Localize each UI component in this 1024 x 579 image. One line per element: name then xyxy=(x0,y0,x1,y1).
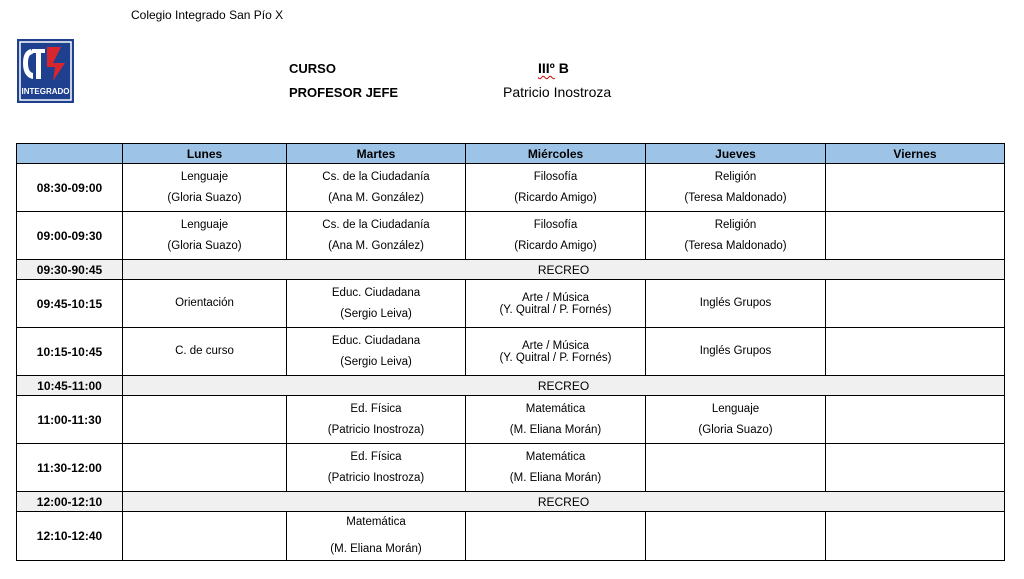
subject-name: Educ. Ciudadana xyxy=(331,334,421,347)
class-cell xyxy=(287,328,466,376)
time-slot: 10:15-10:45 xyxy=(17,328,123,376)
class-cell xyxy=(646,212,826,260)
schedule-table xyxy=(16,143,1005,561)
class-cell xyxy=(646,280,826,328)
class-cell xyxy=(466,328,646,376)
time-slot: 08:30-09:00 xyxy=(17,164,123,212)
header-day-viernes: Viernes xyxy=(826,144,1005,164)
header-day-jueves: Jueves xyxy=(646,144,826,164)
class-row xyxy=(17,512,1005,561)
teacher-name: (Ricardo Amigo) xyxy=(514,191,597,204)
class-row xyxy=(17,396,1005,444)
class-row xyxy=(17,328,1005,376)
teacher-name: (Ana M. González) xyxy=(328,191,424,204)
class-cell xyxy=(466,212,646,260)
class-cell xyxy=(123,444,287,492)
class-cell xyxy=(646,512,826,561)
recess-label: RECREO xyxy=(123,492,1005,512)
time-slot: 09:00-09:30 xyxy=(17,212,123,260)
class-cell xyxy=(826,212,1005,260)
subject-name: Lenguaje xyxy=(711,402,760,415)
header-day-miercoles: Miércoles xyxy=(466,144,646,164)
break-row xyxy=(17,376,1005,396)
subject-name: Lenguaje xyxy=(180,170,229,183)
class-row xyxy=(17,280,1005,328)
class-cell xyxy=(123,280,287,328)
subject-name: Matemática xyxy=(525,402,586,415)
header-day-martes: Martes xyxy=(287,144,466,164)
class-cell xyxy=(646,328,826,376)
teacher-name: (Sergio Leiva) xyxy=(340,307,412,320)
teacher-name: (Gloria Suazo) xyxy=(698,423,773,436)
teacher-name: (M. Eliana Morán) xyxy=(509,471,602,484)
class-cell xyxy=(123,164,287,212)
teacher-name: (Gloria Suazo) xyxy=(167,239,242,252)
time-slot: 12:10-12:40 xyxy=(17,512,123,561)
subject-name: C. de curso xyxy=(175,345,234,357)
class-cell xyxy=(123,212,287,260)
profesor-jefe-label: PROFESOR JEFE xyxy=(289,85,399,100)
class-cell xyxy=(287,444,466,492)
teacher-name: (Sergio Leiva) xyxy=(340,355,412,368)
class-cell xyxy=(287,280,466,328)
subject-name: Lenguaje xyxy=(180,218,229,231)
subject-name: Filosofía xyxy=(533,170,578,183)
class-cell xyxy=(287,212,466,260)
teacher-name: (M. Eliana Morán) xyxy=(330,543,422,555)
class-cell xyxy=(466,444,646,492)
class-row xyxy=(17,164,1005,212)
class-cell xyxy=(287,164,466,212)
class-cell xyxy=(466,512,646,561)
teacher-name: (M. Eliana Morán) xyxy=(509,423,602,436)
school-name: Colegio Integrado San Pío X xyxy=(131,8,284,22)
time-slot: 10:45-11:00 xyxy=(17,376,123,396)
break-row xyxy=(17,492,1005,512)
time-slot: 09:30-90:45 xyxy=(17,260,123,280)
subject-name: Matemática xyxy=(525,450,586,463)
subject-name: Inglés Grupos xyxy=(699,297,772,309)
class-cell xyxy=(826,280,1005,328)
subject-name: Matemática xyxy=(346,516,406,528)
subject-name: Ed. Física xyxy=(350,450,402,463)
time-slot: 11:30-12:00 xyxy=(17,444,123,492)
school-logo xyxy=(17,39,74,103)
class-cell xyxy=(826,164,1005,212)
teacher-name: (Patricio Inostroza) xyxy=(327,423,425,436)
subject-name: Cs. de la Ciudadanía xyxy=(322,218,430,231)
class-row xyxy=(17,212,1005,260)
teacher-name: (Teresa Maldonado) xyxy=(684,239,787,252)
curso-label: CURSO xyxy=(289,61,336,76)
class-cell xyxy=(826,396,1005,444)
teacher-name: (Teresa Maldonado) xyxy=(684,191,787,204)
profesor-jefe-value: Patricio Inostroza xyxy=(503,84,612,100)
class-cell xyxy=(123,328,287,376)
class-cell xyxy=(123,512,287,561)
class-cell xyxy=(466,164,646,212)
subject-name: Cs. de la Ciudadanía xyxy=(322,170,430,183)
svg-text:INTEGRADO: INTEGRADO xyxy=(21,87,70,96)
subject-name: Educ. Ciudadana xyxy=(331,286,421,299)
curso-level: IIIº xyxy=(538,60,555,76)
class-cell xyxy=(646,444,826,492)
teacher-name: (Y. Quitral / P. Fornés) xyxy=(499,303,612,316)
time-slot: 11:00-11:30 xyxy=(17,396,123,444)
subject-name: Religión xyxy=(714,218,757,231)
class-cell xyxy=(826,328,1005,376)
class-cell xyxy=(826,444,1005,492)
teacher-name: (Ana M. González) xyxy=(328,239,424,252)
teacher-name: (Ricardo Amigo) xyxy=(514,239,597,252)
class-cell xyxy=(287,396,466,444)
break-row xyxy=(17,260,1005,280)
teacher-name: (Patricio Inostroza) xyxy=(327,471,425,484)
recess-label: RECREO xyxy=(123,376,1005,396)
header-day-lunes: Lunes xyxy=(123,144,287,164)
class-cell xyxy=(287,512,466,561)
header-row xyxy=(17,144,1005,164)
header-time-cell xyxy=(17,144,123,164)
subject-name: Orientación xyxy=(175,297,234,309)
class-cell xyxy=(646,164,826,212)
subject-name: Filosofía xyxy=(533,218,578,231)
teacher-name: (Y. Quitral / P. Fornés) xyxy=(499,351,612,364)
curso-value xyxy=(538,60,569,76)
subject-name: Arte / Música xyxy=(521,291,590,304)
class-cell xyxy=(826,512,1005,561)
curso-section: B xyxy=(558,60,569,76)
time-slot: 09:45-10:15 xyxy=(17,280,123,328)
class-cell xyxy=(466,280,646,328)
teacher-name: (Gloria Suazo) xyxy=(167,191,242,204)
class-cell xyxy=(646,396,826,444)
recess-label: RECREO xyxy=(123,260,1005,280)
class-row xyxy=(17,444,1005,492)
time-slot: 12:00-12:10 xyxy=(17,492,123,512)
class-cell xyxy=(123,396,287,444)
subject-name: Religión xyxy=(714,170,757,183)
class-cell xyxy=(466,396,646,444)
subject-name: Inglés Grupos xyxy=(699,345,772,357)
subject-name: Arte / Música xyxy=(521,339,590,352)
subject-name: Ed. Física xyxy=(350,402,402,415)
